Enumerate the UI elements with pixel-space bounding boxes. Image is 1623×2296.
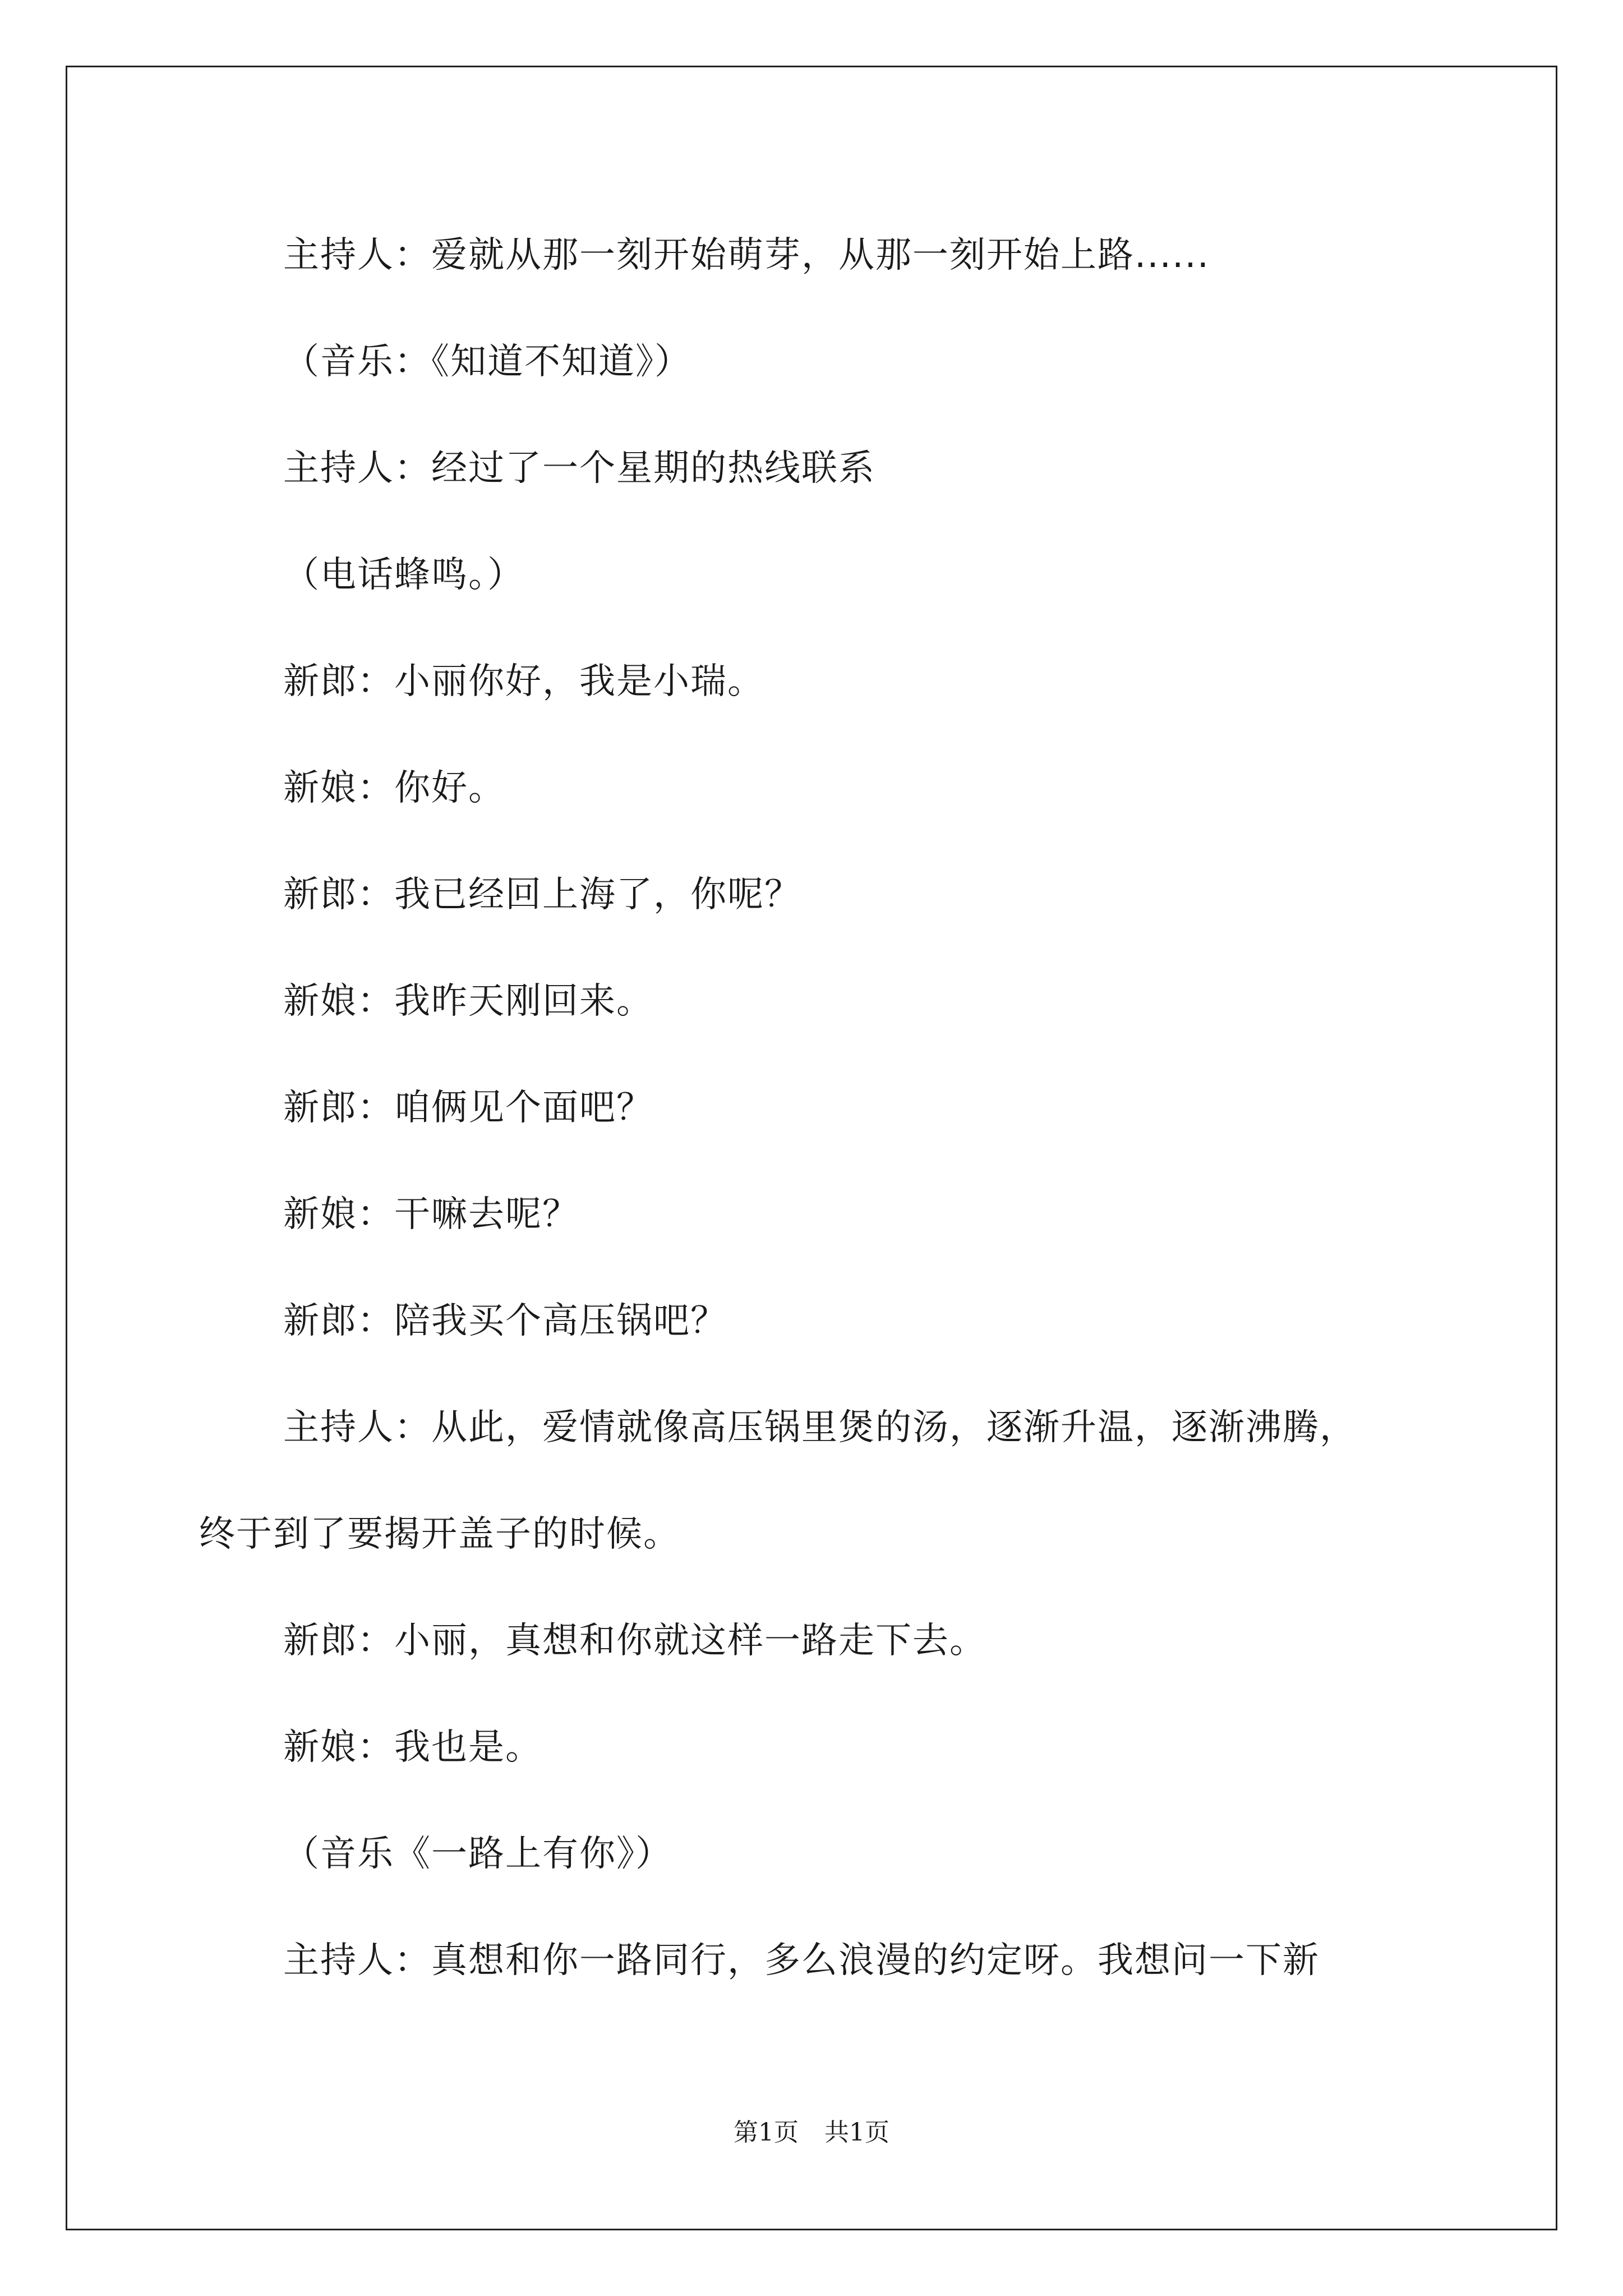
line-bride-what-for: 新娘：干嘛去呢？: [283, 1194, 579, 1235]
line-host-love-sprouts: 主持人：爱就从那一刻开始萌芽，从那一刻开始上路......: [283, 234, 1210, 276]
line-groom-meet: 新郎：咱俩见个面吧？: [283, 1087, 653, 1129]
line-groom-pressure-cooker: 新郎：陪我买个高压锅吧？: [283, 1300, 727, 1342]
page-total: 共1页: [824, 2118, 889, 2147]
page-number: 第1页: [734, 2118, 799, 2147]
line-host-love-soup-cont: 终于到了要揭开盖子的时候。: [199, 1513, 680, 1555]
line-groom-walk-together: 新郎：小丽，真想和你就这样一路走下去。: [283, 1620, 986, 1662]
line-music-yilu: （音乐《一路上有你》）: [283, 1833, 672, 1875]
line-host-hotline: 主持人：经过了一个星期的热线联系: [283, 448, 875, 489]
line-bride-returned: 新娘：我昨天刚回来。: [283, 981, 653, 1022]
line-bride-hello: 新娘：你好。: [283, 767, 505, 809]
page-footer: [0, 2116, 1623, 2150]
line-music-zhidao: （音乐：《知道不知道》）: [283, 341, 691, 383]
line-host-romantic: 主持人：真想和你一路同行，多么浪漫的约定呀。我想问一下新: [283, 1940, 1320, 1981]
line-bride-me-too: 新娘：我也是。: [283, 1727, 542, 1768]
line-groom-back-shanghai: 新郎：我已经回上海了，你呢？: [283, 874, 801, 915]
line-phone-buzz: （电话蜂鸣。）: [283, 554, 524, 596]
line-host-love-soup: 主持人：从此，爱情就像高压锅里煲的汤，逐渐升温，逐渐沸腾，: [283, 1407, 1357, 1448]
line-groom-hello: 新郎：小丽你好，我是小瑞。: [283, 661, 764, 702]
